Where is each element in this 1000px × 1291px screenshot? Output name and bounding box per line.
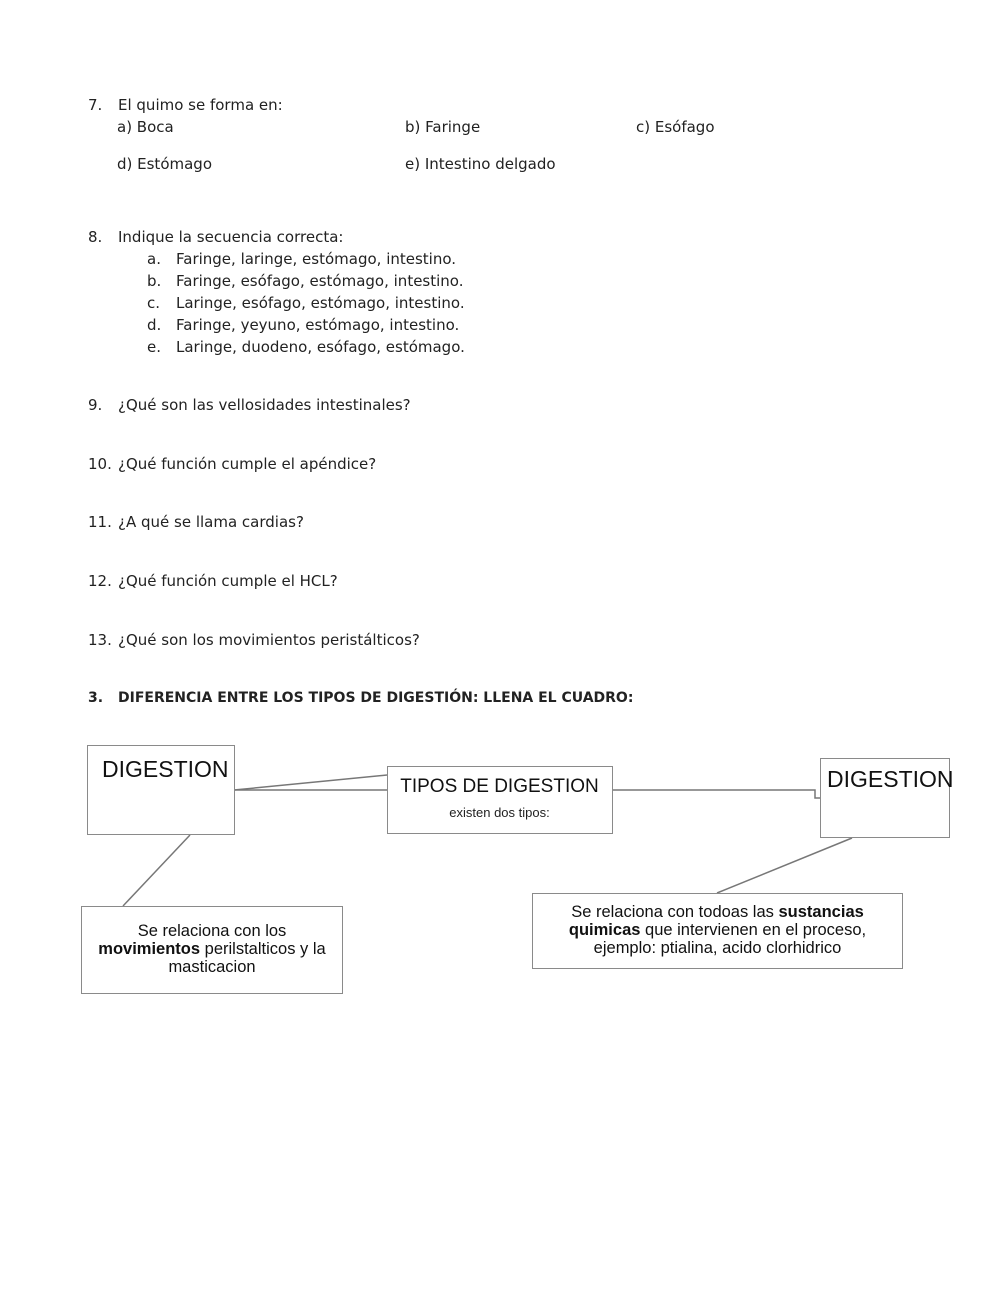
desc-line: ejemplo: ptialina, acido clorhidrico bbox=[593, 939, 842, 957]
connector-line bbox=[717, 838, 852, 893]
connector-line bbox=[234, 775, 387, 790]
question-text: ¿A qué se llama cardias? bbox=[118, 513, 304, 531]
desc-text: que intervienen en el proceso, bbox=[645, 921, 867, 939]
option-c: c) Esófago bbox=[636, 118, 715, 136]
list-letter: c. bbox=[147, 294, 161, 312]
question-text: Indique la secuencia correcta: bbox=[118, 228, 344, 246]
question-number: 8. bbox=[88, 228, 103, 246]
desc-text: Se relaciona con todoas las bbox=[571, 903, 774, 921]
question-number: 9. bbox=[88, 396, 103, 414]
question-text: ¿Qué función cumple el apéndice? bbox=[118, 455, 377, 473]
list-letter: a. bbox=[147, 250, 161, 268]
question-number: 13. bbox=[88, 631, 112, 649]
desc-line bbox=[533, 921, 902, 939]
desc-bold: sustancias bbox=[778, 903, 864, 921]
desc-line bbox=[533, 903, 902, 921]
list-text: Faringe, yeyuno, estómago, intestino. bbox=[176, 316, 460, 334]
question-text: ¿Qué función cumple el HCL? bbox=[118, 572, 338, 590]
question-number: 11. bbox=[88, 513, 112, 531]
list-text: Laringe, duodeno, esófago, estómago. bbox=[176, 338, 465, 356]
desc-line bbox=[82, 940, 342, 958]
left-digestion-box[interactable] bbox=[87, 745, 235, 835]
left-description bbox=[82, 922, 342, 976]
question-number: 12. bbox=[88, 572, 112, 590]
desc-line: masticacion bbox=[168, 958, 256, 976]
right-description-box[interactable] bbox=[532, 893, 903, 969]
list-text: Faringe, esófago, estómago, intestino. bbox=[176, 272, 464, 290]
option-b: b) Faringe bbox=[405, 118, 481, 136]
section-title: DIFERENCIA ENTRE LOS TIPOS DE DIGESTIÓN: LLENA EL CUADRO: bbox=[118, 690, 634, 706]
types-subtitle: existen dos tipos: bbox=[449, 805, 550, 820]
connector-line bbox=[612, 790, 820, 798]
desc-line: Se relaciona con los bbox=[137, 922, 287, 940]
question-text: ¿Qué son las vellosidades intestinales? bbox=[118, 396, 411, 414]
list-text: Faringe, laringe, estómago, intestino. bbox=[176, 250, 457, 268]
desc-text: perilstalticos y la bbox=[204, 940, 326, 958]
question-number: 7. bbox=[88, 96, 103, 114]
desc-bold: quimicas bbox=[568, 921, 641, 939]
list-letter: b. bbox=[147, 272, 162, 290]
types-title: TIPOS DE DIGESTION bbox=[400, 776, 599, 797]
list-letter: d. bbox=[147, 316, 162, 334]
question-text: El quimo se forma en: bbox=[118, 96, 283, 114]
option-e: e) Intestino delgado bbox=[405, 155, 556, 173]
left-description-box[interactable] bbox=[81, 906, 343, 994]
option-a: a) Boca bbox=[117, 118, 174, 136]
right-digestion-box[interactable] bbox=[820, 758, 954, 838]
list-letter: e. bbox=[147, 338, 161, 356]
left-box-label: DIGESTION bbox=[102, 756, 229, 782]
right-description bbox=[533, 903, 902, 957]
connector-line bbox=[123, 835, 190, 906]
section-number: 3. bbox=[88, 690, 104, 706]
desc-bold: movimientos bbox=[98, 940, 201, 958]
option-d: d) Estómago bbox=[117, 155, 212, 173]
question-text: ¿Qué son los movimientos peristálticos? bbox=[118, 631, 420, 649]
right-box-label: DIGESTION bbox=[827, 766, 954, 792]
question-number: 10. bbox=[88, 455, 112, 473]
list-text: Laringe, esófago, estómago, intestino. bbox=[176, 294, 465, 312]
types-box[interactable] bbox=[387, 766, 613, 834]
